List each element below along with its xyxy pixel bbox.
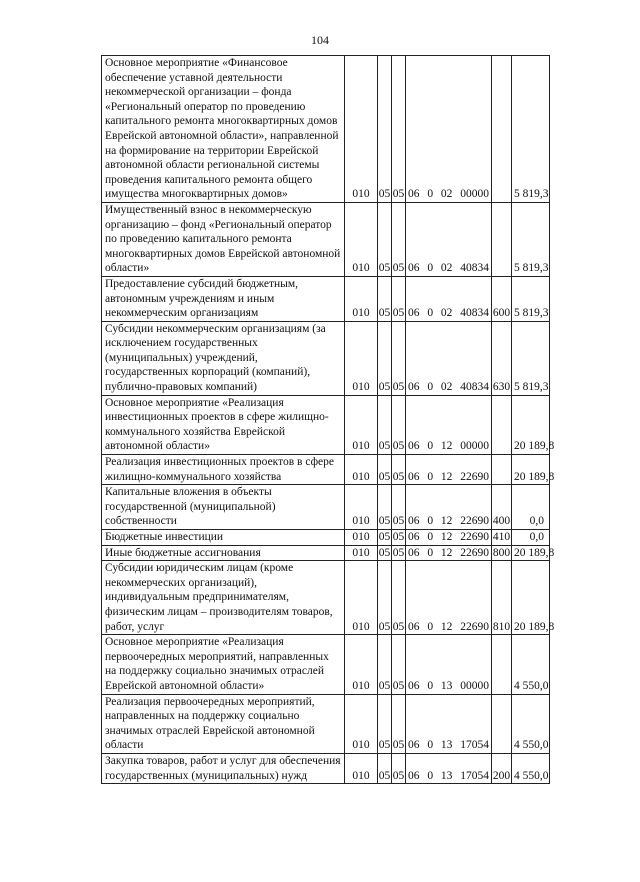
ministry-code: 010 bbox=[345, 545, 378, 561]
ministry-code: 010 bbox=[345, 321, 378, 395]
amount: 20 189,8 bbox=[512, 455, 550, 485]
expense-type-code: 600 bbox=[492, 276, 512, 321]
target-code-part-4: 22690 bbox=[460, 620, 489, 633]
ministry-code: 010 bbox=[345, 485, 378, 530]
target-code-part-1: 06 bbox=[408, 769, 420, 782]
table-row bbox=[102, 635, 550, 694]
target-code-part-4: 17054 bbox=[460, 739, 489, 752]
section-code: 05 bbox=[378, 485, 392, 530]
target-code-part-2: 0 bbox=[427, 470, 434, 483]
target-article-code bbox=[406, 753, 492, 783]
table-row bbox=[102, 530, 550, 546]
section-code: 05 bbox=[378, 395, 392, 454]
expense-type-code bbox=[492, 635, 512, 694]
ministry-code: 010 bbox=[345, 395, 378, 454]
item-name: Субсидии некоммерческим организациям (за исключением государственных (муниципальных) учреждений, государственных корпораций (компаний), публично-правовых компаний) bbox=[102, 321, 345, 395]
expense-type-code: 200 bbox=[492, 753, 512, 783]
subsection-code: 05 bbox=[392, 635, 406, 694]
section-code: 05 bbox=[378, 545, 392, 561]
target-code-part-2: 0 bbox=[427, 262, 434, 275]
item-name: Закупка товаров, работ и услуг для обеспечения государственных (муниципальных) нужд bbox=[102, 753, 345, 783]
target-code-part-3: 12 bbox=[440, 546, 453, 559]
target-code-part-1: 06 bbox=[408, 188, 420, 201]
amount: 0,0 bbox=[512, 530, 550, 546]
target-code-part-1: 06 bbox=[408, 531, 420, 543]
target-code-part-1: 06 bbox=[408, 620, 420, 633]
amount: 20 189,8 bbox=[512, 395, 550, 454]
table-row bbox=[102, 545, 550, 561]
target-article-code bbox=[406, 202, 492, 276]
table-row bbox=[102, 485, 550, 530]
target-code-part-4: 22690 bbox=[460, 470, 489, 483]
subsection-code: 05 bbox=[392, 545, 406, 561]
subsection-code: 05 bbox=[392, 395, 406, 454]
target-code-part-2: 0 bbox=[427, 546, 434, 559]
table-row bbox=[102, 321, 550, 395]
target-code-part-3: 12 bbox=[440, 620, 453, 633]
section-code: 05 bbox=[378, 530, 392, 546]
section-code: 05 bbox=[378, 753, 392, 783]
subsection-code: 05 bbox=[392, 455, 406, 485]
expense-type-code bbox=[492, 56, 512, 203]
target-code-part-1: 06 bbox=[408, 381, 420, 394]
target-article-code bbox=[406, 694, 492, 753]
target-code-part-1: 06 bbox=[408, 262, 420, 275]
expense-type-code: 800 bbox=[492, 545, 512, 561]
target-code-part-3: 12 bbox=[440, 440, 453, 453]
target-code-part-3: 02 bbox=[440, 307, 453, 320]
target-code-part-1: 06 bbox=[408, 546, 420, 559]
target-article-code bbox=[406, 56, 492, 203]
section-code: 05 bbox=[378, 321, 392, 395]
amount: 5 819,3 bbox=[512, 321, 550, 395]
target-code-part-3: 13 bbox=[440, 769, 453, 782]
target-article-code bbox=[406, 395, 492, 454]
target-code-part-1: 06 bbox=[408, 307, 420, 320]
amount: 5 819,3 bbox=[512, 202, 550, 276]
target-code-part-2: 0 bbox=[427, 679, 434, 692]
amount: 20 189,8 bbox=[512, 545, 550, 561]
ministry-code: 010 bbox=[345, 455, 378, 485]
target-code-part-4: 00000 bbox=[460, 679, 489, 692]
target-code-part-2: 0 bbox=[427, 307, 434, 320]
target-code-part-2: 0 bbox=[427, 381, 434, 394]
subsection-code: 05 bbox=[392, 202, 406, 276]
target-code-part-3: 13 bbox=[440, 679, 453, 692]
target-code-part-1: 06 bbox=[408, 470, 420, 483]
section-code: 05 bbox=[378, 455, 392, 485]
ministry-code: 010 bbox=[345, 530, 378, 546]
section-code: 05 bbox=[378, 276, 392, 321]
table-row bbox=[102, 395, 550, 454]
target-article-code bbox=[406, 561, 492, 635]
subsection-code: 05 bbox=[392, 321, 406, 395]
amount: 20 189,8 bbox=[512, 561, 550, 635]
target-code-part-3: 13 bbox=[440, 739, 453, 752]
table-row bbox=[102, 753, 550, 783]
section-code: 05 bbox=[378, 56, 392, 203]
target-code-part-4: 40834 bbox=[460, 381, 489, 394]
ministry-code: 010 bbox=[345, 635, 378, 694]
target-article-code bbox=[406, 321, 492, 395]
target-code-part-2: 0 bbox=[427, 188, 434, 201]
ministry-code: 010 bbox=[345, 56, 378, 203]
target-code-part-2: 0 bbox=[427, 739, 434, 752]
ministry-code: 010 bbox=[345, 276, 378, 321]
expense-type-code bbox=[492, 694, 512, 753]
item-name: Иные бюджетные ассигнования bbox=[102, 545, 345, 561]
ministry-code: 010 bbox=[345, 753, 378, 783]
ministry-code: 010 bbox=[345, 561, 378, 635]
target-code-part-1: 06 bbox=[408, 515, 420, 528]
target-article-code bbox=[406, 455, 492, 485]
target-code-part-1: 06 bbox=[408, 739, 420, 752]
table-row bbox=[102, 276, 550, 321]
target-code-part-4: 22690 bbox=[460, 515, 489, 528]
item-name: Основное мероприятие «Финансовое обеспечение уставной деятельности некоммерческой организации – фонда «Региональный оператор по проведению капитального ремонта многоквартирных домов Еврейской автономной области», направленной на формирование на территории Еврейской автономной области региональной системы проведения капитального ремонта общего имущества многоквартирных домов» bbox=[102, 56, 345, 203]
target-article-code bbox=[406, 635, 492, 694]
amount: 5 819,3 bbox=[512, 56, 550, 203]
subsection-code: 05 bbox=[392, 694, 406, 753]
expense-type-code: 630 bbox=[492, 321, 512, 395]
subsection-code: 05 bbox=[392, 276, 406, 321]
budget-table-body bbox=[102, 56, 555, 784]
target-code-part-4: 40834 bbox=[460, 262, 489, 275]
item-name: Бюджетные инвестиции bbox=[102, 530, 345, 546]
page-number: 104 bbox=[311, 33, 329, 47]
item-name: Имущественный взнос в некоммерческую организацию – фонд «Региональный оператор по проведению капитального ремонта многоквартирных домов Еврейской автономной области» bbox=[102, 202, 345, 276]
target-article-code bbox=[406, 276, 492, 321]
table-row bbox=[102, 202, 550, 276]
target-code-part-3: 02 bbox=[440, 188, 453, 201]
target-code-part-2: 0 bbox=[427, 515, 434, 528]
ministry-code: 010 bbox=[345, 202, 378, 276]
target-code-part-3: 12 bbox=[440, 531, 453, 543]
item-name: Реализация первоочередных мероприятий, направленных на поддержку социально значимых отраслей Еврейской автономной области bbox=[102, 694, 345, 753]
expense-type-code bbox=[492, 202, 512, 276]
target-code-part-4: 40834 bbox=[460, 307, 489, 320]
target-code-part-2: 0 bbox=[427, 620, 434, 633]
target-article-code bbox=[406, 545, 492, 561]
item-name: Основное мероприятие «Реализация инвестиционных проектов в сфере жилищно-коммунального хозяйства Еврейской автономной области» bbox=[102, 395, 345, 454]
target-code-part-4: 22690 bbox=[460, 531, 489, 543]
target-code-part-4: 17054 bbox=[460, 769, 489, 782]
expense-type-code bbox=[492, 395, 512, 454]
item-name: Капитальные вложения в объекты государственной (муниципальной) собственности bbox=[102, 485, 345, 530]
target-article-code bbox=[406, 530, 492, 546]
table-row bbox=[102, 56, 550, 203]
subsection-code: 05 bbox=[392, 561, 406, 635]
target-code-part-3: 12 bbox=[440, 470, 453, 483]
table-row bbox=[102, 455, 550, 485]
subsection-code: 05 bbox=[392, 753, 406, 783]
target-code-part-4: 00000 bbox=[460, 440, 489, 453]
ministry-code: 010 bbox=[345, 694, 378, 753]
budget-table bbox=[101, 55, 555, 784]
target-code-part-2: 0 bbox=[427, 769, 434, 782]
amount: 5 819,3 bbox=[512, 276, 550, 321]
amount: 4 550,0 bbox=[512, 753, 550, 783]
amount: 0,0 bbox=[512, 485, 550, 530]
section-code: 05 bbox=[378, 202, 392, 276]
expense-type-code bbox=[492, 455, 512, 485]
target-code-part-4: 00000 bbox=[460, 188, 489, 201]
item-name: Субсидии юридическим лицам (кроме некоммерческих организаций), индивидуальным предпринимателям, физическим лицам – производителям товаров, работ, услуг bbox=[102, 561, 345, 635]
section-code: 05 bbox=[378, 635, 392, 694]
item-name: Основное мероприятие «Реализация первоочередных мероприятий, направленных на поддержку социально значимых отраслей Еврейской автономной области» bbox=[102, 635, 345, 694]
subsection-code: 05 bbox=[392, 530, 406, 546]
target-code-part-1: 06 bbox=[408, 679, 420, 692]
expense-type-code: 410 bbox=[492, 530, 512, 546]
target-code-part-3: 02 bbox=[440, 262, 453, 275]
subsection-code: 05 bbox=[392, 56, 406, 203]
amount: 4 550,0 bbox=[512, 635, 550, 694]
item-name: Реализация инвестиционных проектов в сфере жилищно-коммунального хозяйства bbox=[102, 455, 345, 485]
target-code-part-3: 02 bbox=[440, 381, 453, 394]
expense-type-code: 810 bbox=[492, 561, 512, 635]
table-row bbox=[102, 694, 550, 753]
section-code: 05 bbox=[378, 561, 392, 635]
target-code-part-2: 0 bbox=[427, 531, 434, 543]
target-code-part-2: 0 bbox=[427, 440, 434, 453]
target-code-part-4: 22690 bbox=[460, 546, 489, 559]
item-name: Предоставление субсидий бюджетным, автономным учреждениям и иным некоммерческим организациям bbox=[102, 276, 345, 321]
table-row bbox=[102, 561, 550, 635]
expense-type-code: 400 bbox=[492, 485, 512, 530]
section-code: 05 bbox=[378, 694, 392, 753]
target-article-code bbox=[406, 485, 492, 530]
target-code-part-1: 06 bbox=[408, 440, 420, 453]
subsection-code: 05 bbox=[392, 485, 406, 530]
amount: 4 550,0 bbox=[512, 694, 550, 753]
target-code-part-3: 12 bbox=[440, 515, 453, 528]
